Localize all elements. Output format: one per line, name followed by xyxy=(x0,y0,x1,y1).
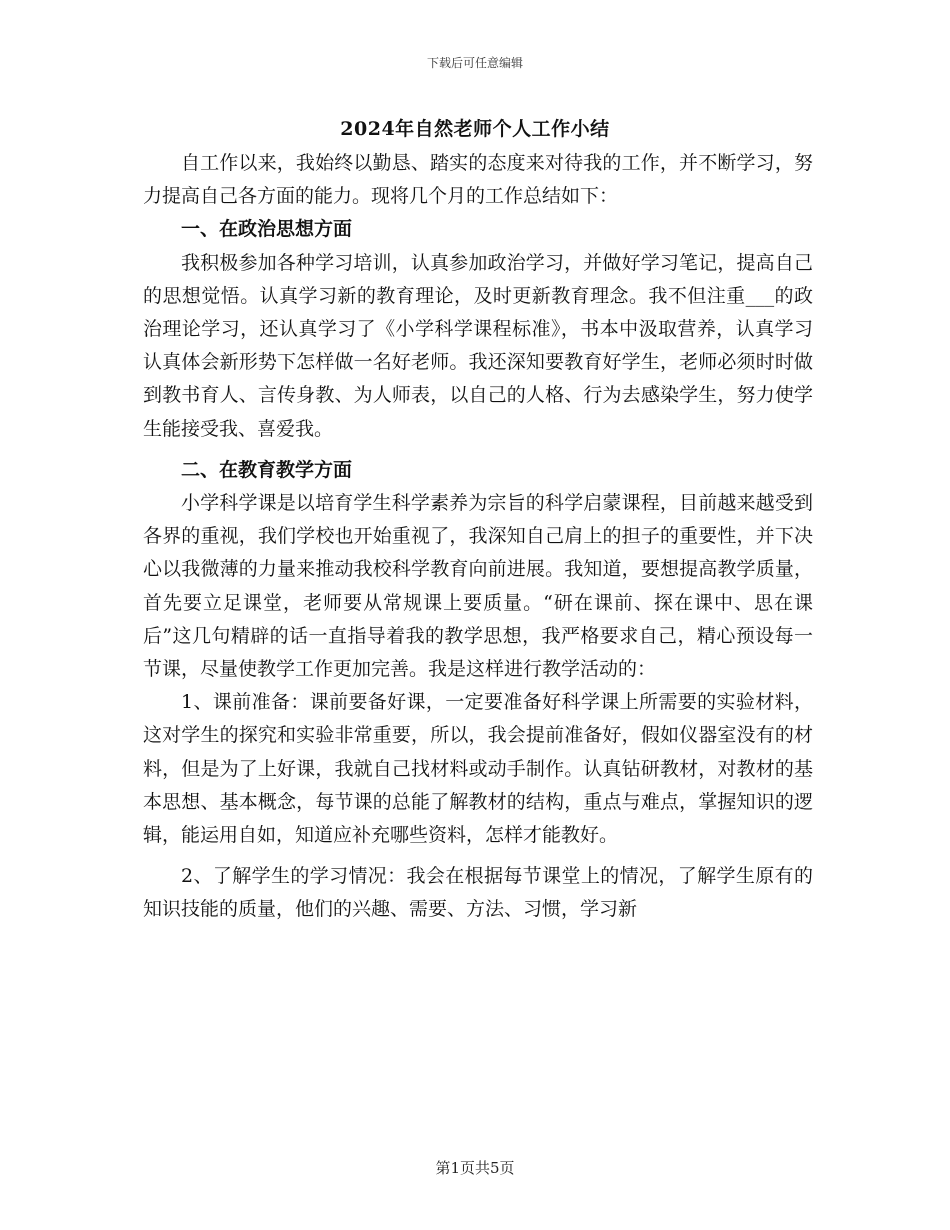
section2-item2: 2、了解学生的学习情况：我会在根据每节课堂上的情况，了解学生原有的知识技能的质量，他们的兴趣、需要、方法、习惯，学习新 xyxy=(143,865,813,921)
page-number-footer: 第1页共5页 xyxy=(435,1159,515,1177)
section2-paragraph: 小学科学课是以培育学生科学素养为宗旨的科学启蒙课程，目前越来越受到各界的重视，我们学校也开始重视了，我深知自己肩上的担子的重要性，并下决心以我微薄的力量来推动我校科学教育向前进展。我知道，要想提高教学质量，首先要立足课堂，老师要从常规课上要质量。“研在课前、探在课中、思在课后”这几句精辟的话一直指导着我的教学思想，我严格要求自己，精心预设每一节课，尽量使教学工作更加完善。我是这样进行教学活动的： xyxy=(143,492,813,681)
spacer xyxy=(143,852,813,860)
section2-heading: 二、在教育教学方面 xyxy=(181,458,353,481)
document-body xyxy=(143,147,813,927)
spacer xyxy=(143,446,813,454)
section2-item1: 1、课前准备：课前要备好课，一定要准备好科学课上所需要的实验材料，这对学生的探究和实验非常重要，所以，我会提前准备好，假如仪器室没有的材料，但是为了上好课，我就自己找材料或动手制作。认真钻研教材，对教材的基本思想、基本概念，每节课的总能了解教材的结构，重点与难点，掌握知识的逻辑，能运用自如，知道应补充哪些资料，怎样才能教好。 xyxy=(143,691,813,847)
document-title: 2024年自然老师个人工作小结 xyxy=(340,118,610,140)
header-note: 下载后可任意编辑 xyxy=(426,56,523,70)
section1-heading: 一、在政治思想方面 xyxy=(181,218,353,241)
intro-paragraph: 自工作以来，我始终以勤恳、踏实的态度来对待我的工作，并不断学习，努力提高自己各方面的能力。现将几个月的工作总结如下： xyxy=(143,152,813,208)
section1-paragraph: 我积极参加各种学习培训，认真参加政治学习，并做好学习笔记，提高自己的思想觉悟。认真学习新的教育理论，及时更新教育理念。我不但注重___的政治理论学习，还认真学习了《小学科学课程标准》，书本中汲取营养，认真学习认真体会新形势下怎样做一名好老师。我还深知要教育好学生，老师必须时时做到教书育人、言传身教、为人师表，以自己的人格、行为去感染学生，努力使学生能接受我、喜爱我。 xyxy=(143,251,813,440)
